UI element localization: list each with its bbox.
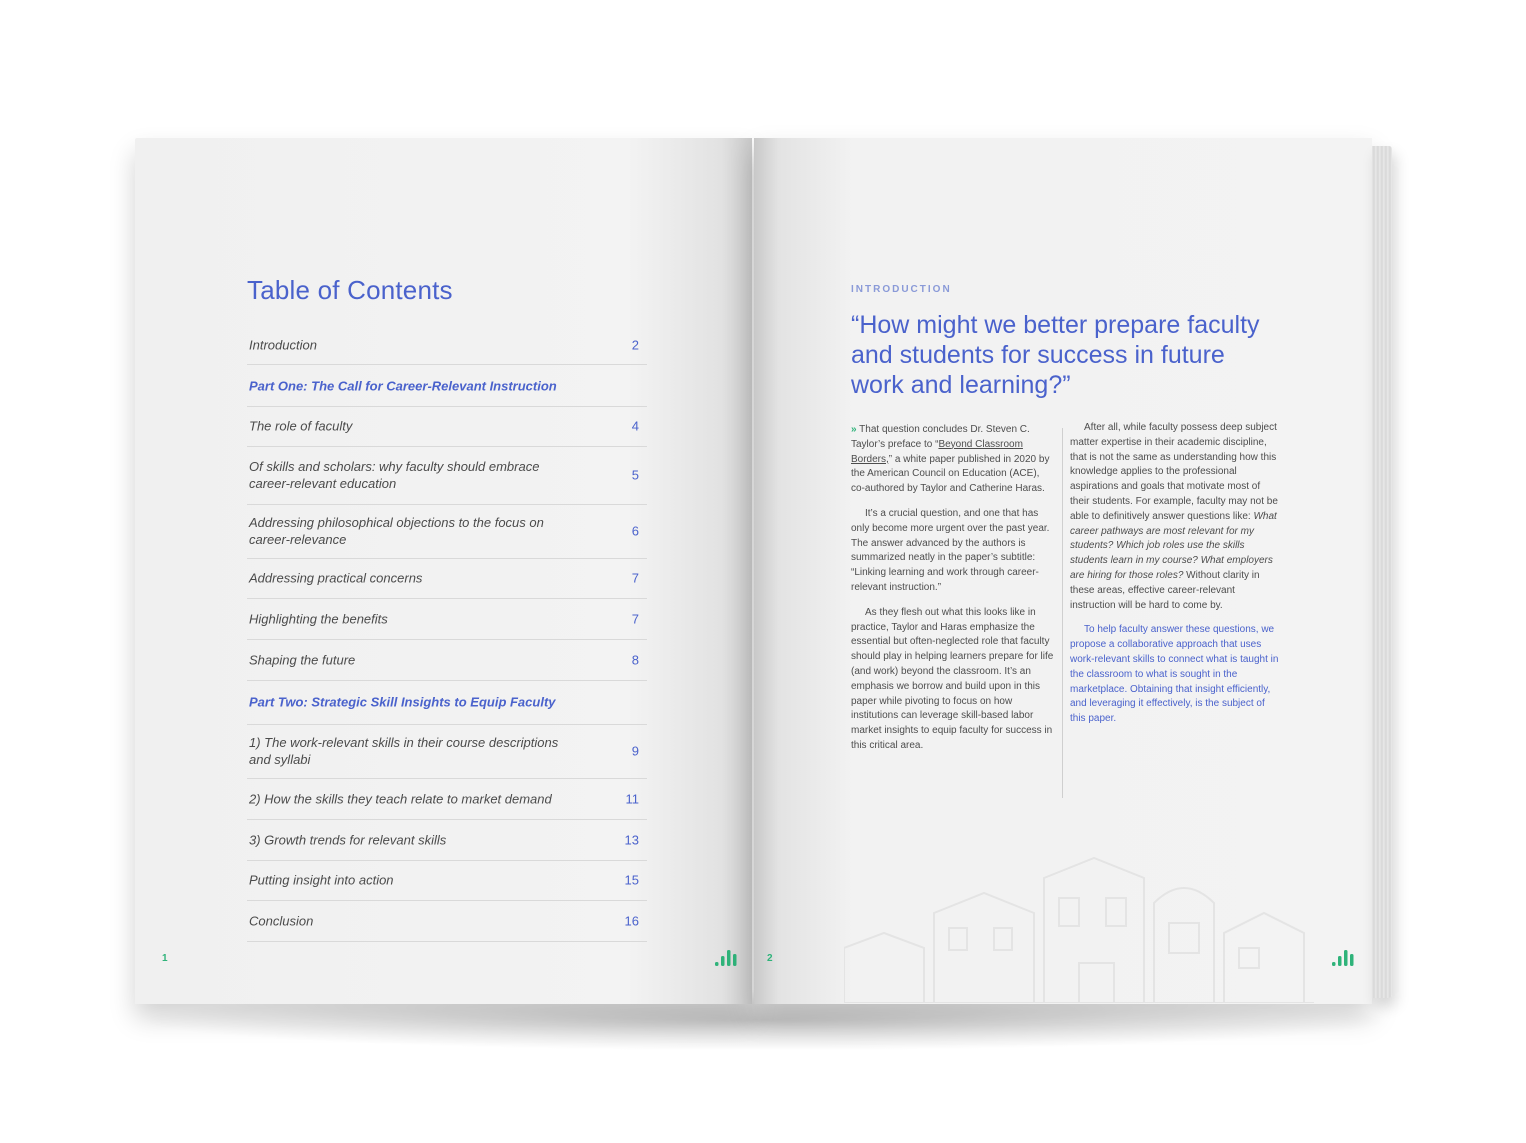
body-column-2	[1070, 421, 1280, 737]
toc-entry-page-number: 9	[631, 743, 639, 759]
right-page	[754, 138, 1372, 1004]
toc-entry-page-number: 2	[631, 337, 639, 353]
toc-entry-page-number: 7	[631, 611, 639, 626]
col2-paragraph-1	[1070, 421, 1280, 613]
toc-entry-page-number: 16	[624, 913, 639, 928]
col1-paragraph-2: It’s a crucial question, and one that has only become more urgent over the past year. The answer advanced by the authors is summarized neatly in the paper’s subtitle: “Linking learning and work through career-relevant instruction.”	[851, 507, 1050, 593]
toc-entry-label: 1) The work-relevant skills in their course descriptions and syllabi	[249, 735, 559, 767]
toc-entry-page-number: 7	[631, 570, 639, 586]
col2-italic-questions: What career pathways are most relevant for my students? Which job roles use the skills students learn in my course? What employers are hiring for those roles?	[1070, 510, 1277, 581]
toc-entry[interactable]	[247, 558, 647, 599]
toc-entry-label: Addressing philosophical objections to the focus on career-relevance	[249, 515, 544, 547]
headline-quote: “How might we better prepare faculty and students for success in future work and learning?”	[851, 311, 1260, 399]
toc-entry[interactable]	[247, 900, 647, 942]
col1-text-a: That question concludes Dr. Steven C. Taylor’s preface to “	[851, 424, 1030, 450]
toc-entry-label: Of skills and scholars: why faculty should embrace career-relevant education	[249, 459, 540, 491]
toc-entry[interactable]	[247, 326, 647, 365]
toc-entry[interactable]	[247, 724, 647, 779]
toc-entry-label: The role of faculty	[249, 418, 353, 434]
column-divider	[1062, 428, 1063, 798]
building-illustration	[844, 853, 1314, 1003]
toc-entry-page-number: 13	[624, 832, 639, 847]
toc-entry-label: Introduction	[249, 337, 317, 353]
toc-entry-label: 3) Growth trends for relevant skills	[249, 832, 447, 847]
col2-text-a: After all, while faculty possess deep subject matter expertise in their academic discipline, that is not the same as understanding how this knowledge applies to the professional aspirations and goals that motivate most of their students. For example, faculty may not be able to definitively answer questions like:	[1070, 422, 1278, 522]
toc-title: Table of Contents	[247, 275, 453, 305]
col2-paragraph-2: To help faculty answer these questions, we propose a collaborative approach that uses work-relevant skills to connect what is taught in the classroom to what is sought in the marketplace. Obtaining that insight efficiently, and leveraging it effectively, is the subject of this paper.	[1070, 624, 1279, 725]
toc-entry[interactable]	[247, 860, 647, 901]
toc-entry[interactable]	[247, 680, 647, 725]
bar-chart-logo-icon	[715, 946, 745, 968]
toc-entry[interactable]	[247, 778, 647, 820]
toc-part-heading: Part Two: Strategic Skill Insights to Equip Faculty	[249, 694, 556, 710]
toc-entry[interactable]	[247, 639, 647, 681]
toc-entry[interactable]	[247, 446, 647, 505]
col1-paragraph-1	[851, 423, 1056, 497]
toc-entry-label: 2) How the skills they teach relate to market demand	[249, 791, 552, 806]
left-page	[135, 138, 752, 1004]
bar-chart-logo-icon	[1332, 946, 1362, 968]
toc-entry-label: Putting insight into action	[249, 872, 394, 888]
toc-entry-page-number: 11	[625, 791, 639, 806]
page-number-right: 2	[767, 953, 773, 964]
quote-mark: »	[851, 424, 857, 435]
body-column-1	[851, 423, 1056, 764]
page-stack-edge	[1372, 146, 1392, 998]
page-number-left: 1	[162, 953, 168, 964]
toc-entry-label: Addressing practical concerns	[249, 570, 423, 586]
toc-entry-label: Shaping the future	[249, 652, 356, 667]
toc-entry-page-number: 15	[624, 872, 639, 888]
toc-entry-page-number: 5	[631, 467, 639, 483]
toc-entry-page-number: 8	[631, 652, 639, 667]
col1-paragraph-3: As they flesh out what this looks like in practice, Taylor and Haras emphasize the essential but often-neglected role that faculty should play in helping learners prepare for life (and work) beyond the classroom. It’s an emphasis we borrow and build upon in this paper while pivoting to focus on how institutions can leverage skill-based labor market insights to equip faculty for success in this critical area.	[851, 606, 1054, 751]
toc-part-heading: Part One: The Call for Career-Relevant Instruction	[249, 378, 557, 393]
toc-entry-page-number: 6	[631, 523, 639, 539]
toc-entry-label: Highlighting the benefits	[249, 611, 388, 626]
toc-entry[interactable]	[247, 598, 647, 640]
toc-entry[interactable]	[247, 504, 647, 559]
toc-entry-page-number: 4	[631, 418, 639, 434]
toc-entry-label: Conclusion	[249, 913, 314, 928]
toc-entry[interactable]	[247, 819, 647, 861]
beyond-classroom-borders-link[interactable]: Beyond Classroom Borders,	[851, 438, 1023, 465]
toc-entry[interactable]	[247, 406, 647, 447]
col1-text-b: ” a white paper published in 2020 by the American Council on Education (ACE), co-authored by Taylor and Catherine Haras.	[851, 453, 1050, 495]
section-label: INTRODUCTION	[851, 284, 952, 295]
col2-text-b: Without clarity in these areas, effective career-relevant instruction will be hard to come by.	[1070, 569, 1260, 611]
toc-entry[interactable]	[247, 365, 647, 407]
